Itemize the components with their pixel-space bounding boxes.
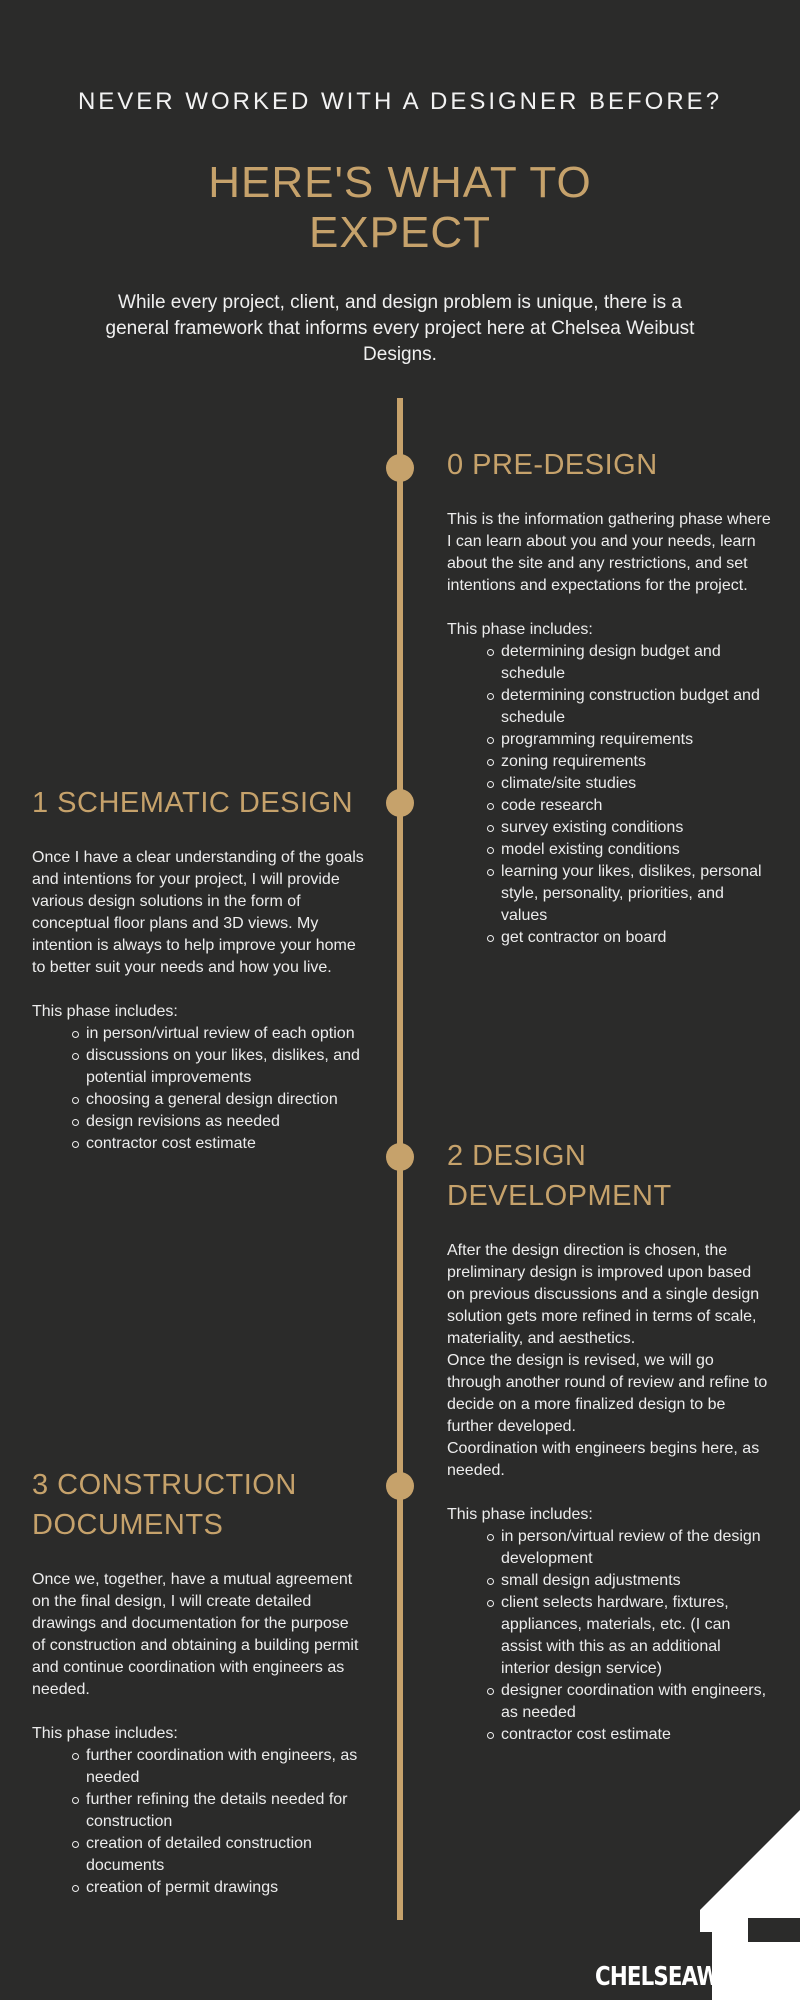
list-item: in person/virtual review of the design development — [501, 1526, 772, 1570]
list-item: model existing conditions — [501, 839, 772, 861]
eyebrow-heading: NEVER WORKED WITH A DESIGNER BEFORE? — [77, 88, 723, 115]
description-paragraph: This is the information gathering phase where I can learn about you and your needs, learn about the site and any restrictions, and set intentions and expectations for the project. — [447, 511, 771, 594]
list-item: client selects hardware, fixtures, appliances, materials, etc. (I can assist with this as an additional interior design service) — [501, 1592, 772, 1680]
page-headline: HERE'S WHAT TO EXPECT — [208, 158, 592, 257]
list-item: in person/virtual review of each option — [86, 1023, 364, 1045]
phase-items-list — [32, 1023, 364, 1155]
intro-text: While every project, client, and design problem is unique, there is a general framework that informs every project here at Chelsea Weibust Designs. — [105, 292, 695, 365]
phase-items-list — [447, 641, 772, 949]
list-item: determining construction budget and schedule — [501, 685, 772, 729]
description-paragraph: Once the design is revised, we will go through another round of review and refine to decide on a more finalized design to be further developed. — [447, 1352, 768, 1435]
phase-pre-design — [447, 445, 772, 949]
phase-title: 3 CONSTRUCTION DOCUMENTS — [32, 1469, 297, 1541]
phase-title: 2 DESIGN DEVELOPMENT — [447, 1140, 672, 1212]
list-item: creation of detailed construction documents — [86, 1833, 364, 1877]
timeline-dot-construction-documents — [386, 1472, 414, 1500]
description-paragraph: Once we, together, have a mutual agreement on the final design, I will create detailed drawings and documentation for the purpose of construction and obtaining a building permit and continue coordination with engineers as needed. — [32, 1571, 359, 1698]
includes-label: This phase includes: — [447, 1506, 593, 1523]
description-paragraph: Coordination with engineers begins here, as needed. — [447, 1440, 760, 1479]
includes-label: This phase includes: — [447, 621, 593, 638]
description-paragraph: After the design direction is chosen, the preliminary design is improved upon based on previous discussions and a single design solution gets more refined in terms of scale, materiality, and aesthetics. — [447, 1242, 760, 1347]
list-item: survey existing conditions — [501, 817, 772, 839]
phase-items-list — [447, 1526, 772, 1746]
list-item: programming requirements — [501, 729, 772, 751]
phase-schematic-design — [32, 783, 364, 1155]
phase-title: 0 PRE-DESIGN — [447, 449, 658, 481]
list-item: discussions on your likes, dislikes, and potential improvements — [86, 1045, 364, 1089]
phase-description — [447, 1240, 772, 1482]
includes-label: This phase includes: — [32, 1725, 178, 1742]
list-item: get contractor on board — [501, 927, 772, 949]
list-item: contractor cost estimate — [501, 1724, 772, 1746]
phase-description — [32, 1569, 364, 1701]
timeline-dot-schematic-design — [386, 789, 414, 817]
includes-label: This phase includes: — [32, 1003, 178, 1020]
list-item: further refining the details needed for construction — [86, 1789, 364, 1833]
phase-title: 1 SCHEMATIC DESIGN — [32, 787, 354, 819]
logo-text: CHELSEAWEIBUST — [594, 1962, 800, 1992]
list-item: design revisions as needed — [86, 1111, 364, 1133]
list-item: zoning requirements — [501, 751, 772, 773]
list-item: creation of permit drawings — [86, 1877, 364, 1899]
list-item: small design adjustments — [501, 1570, 772, 1592]
description-paragraph: Once I have a clear understanding of the goals and intentions for your project, I will provide various design solutions in the form of conceptual floor plans and 3D views. My intention is always to help improve your home to better suit your needs and how you live. — [32, 849, 364, 976]
list-item: choosing a general design direction — [86, 1089, 364, 1111]
phase-description — [32, 847, 364, 979]
list-item: contractor cost estimate — [86, 1133, 364, 1155]
timeline-dot-design-development — [386, 1143, 414, 1171]
timeline-dot-pre-design — [386, 454, 414, 482]
phase-construction-documents — [32, 1465, 364, 1899]
list-item: code research — [501, 795, 772, 817]
list-item: climate/site studies — [501, 773, 772, 795]
list-item: learning your likes, dislikes, personal style, personality, priorities, and values — [501, 861, 772, 927]
list-item: further coordination with engineers, as needed — [86, 1745, 364, 1789]
phase-design-development — [447, 1136, 772, 1746]
list-item: determining design budget and schedule — [501, 641, 772, 685]
phase-items-list — [32, 1745, 364, 1899]
list-item: designer coordination with engineers, as needed — [501, 1680, 772, 1724]
phase-description — [447, 509, 772, 597]
